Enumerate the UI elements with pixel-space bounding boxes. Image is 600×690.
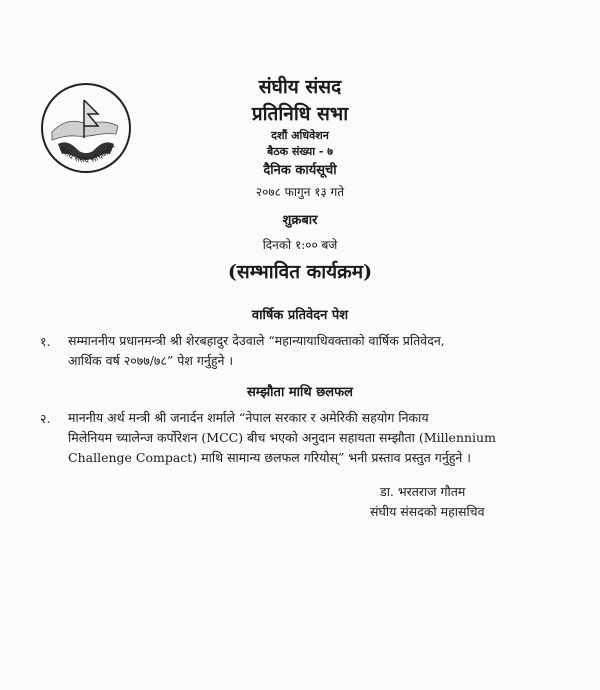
agenda-day: शुक्रबार [282, 213, 318, 228]
parliament-emblem-icon [40, 82, 132, 174]
agenda-time: दिनको १:०० बजे [262, 238, 338, 252]
item-2-line-3: Challenge Compact) माथि सामान्य छलफल गरियोस्” भनी प्रस्ताव प्रस्तुत गर्नुहुने । [68, 450, 472, 465]
item-number-1: १. [40, 334, 51, 349]
section-heading-agreement: सम्झौता माथि छलफल [247, 385, 353, 400]
item-2-line-2: मिलेनियम च्यालेन्ज कर्पोरेशन (MCC) बीच भएको अनुदान सहायता सम्झौता (Millennium [68, 430, 496, 445]
meeting-number: बैठक संख्या - ७ [267, 145, 333, 158]
program-title: (सम्भावित कार्यक्रम) [227, 261, 373, 283]
item-1-line-1: सम्माननीय प्रधानमन्त्री श्री शेरबहादुर देउवाले “महान्यायाधिवक्ताको वार्षिक प्रतिवेदन, [68, 333, 445, 348]
house-name: प्रतिनिधि सभा [251, 103, 349, 125]
session-label: दशौं अधिवेशन [271, 129, 329, 142]
section-heading-report: वार्षिक प्रतिवेदन पेश [251, 308, 349, 323]
item-2-text [68, 408, 568, 468]
document-title: संघीय संसद [258, 76, 342, 98]
agenda-title: दैनिक कार्यसूची [263, 163, 337, 178]
signatory-title: संघीय संसदको महासचिव [370, 504, 485, 519]
item-2-line-1: माननीय अर्थ मन्त्री श्री जनार्दन शर्माले “नेपाल सरकार र अमेरिकी सहयोग निकाय [68, 410, 429, 425]
agenda-date: २०७८ फागुन १३ गते [255, 185, 345, 199]
signatory-name: डा. भरतराज गौतम [380, 484, 466, 499]
item-1-text [68, 331, 568, 371]
emblem-text: संघीय संसद सचिवालय [57, 142, 117, 165]
item-number-2: २. [40, 411, 51, 426]
item-1-line-2: आर्थिक वर्ष २०७७/७८” पेश गर्नुहुने । [68, 353, 234, 368]
